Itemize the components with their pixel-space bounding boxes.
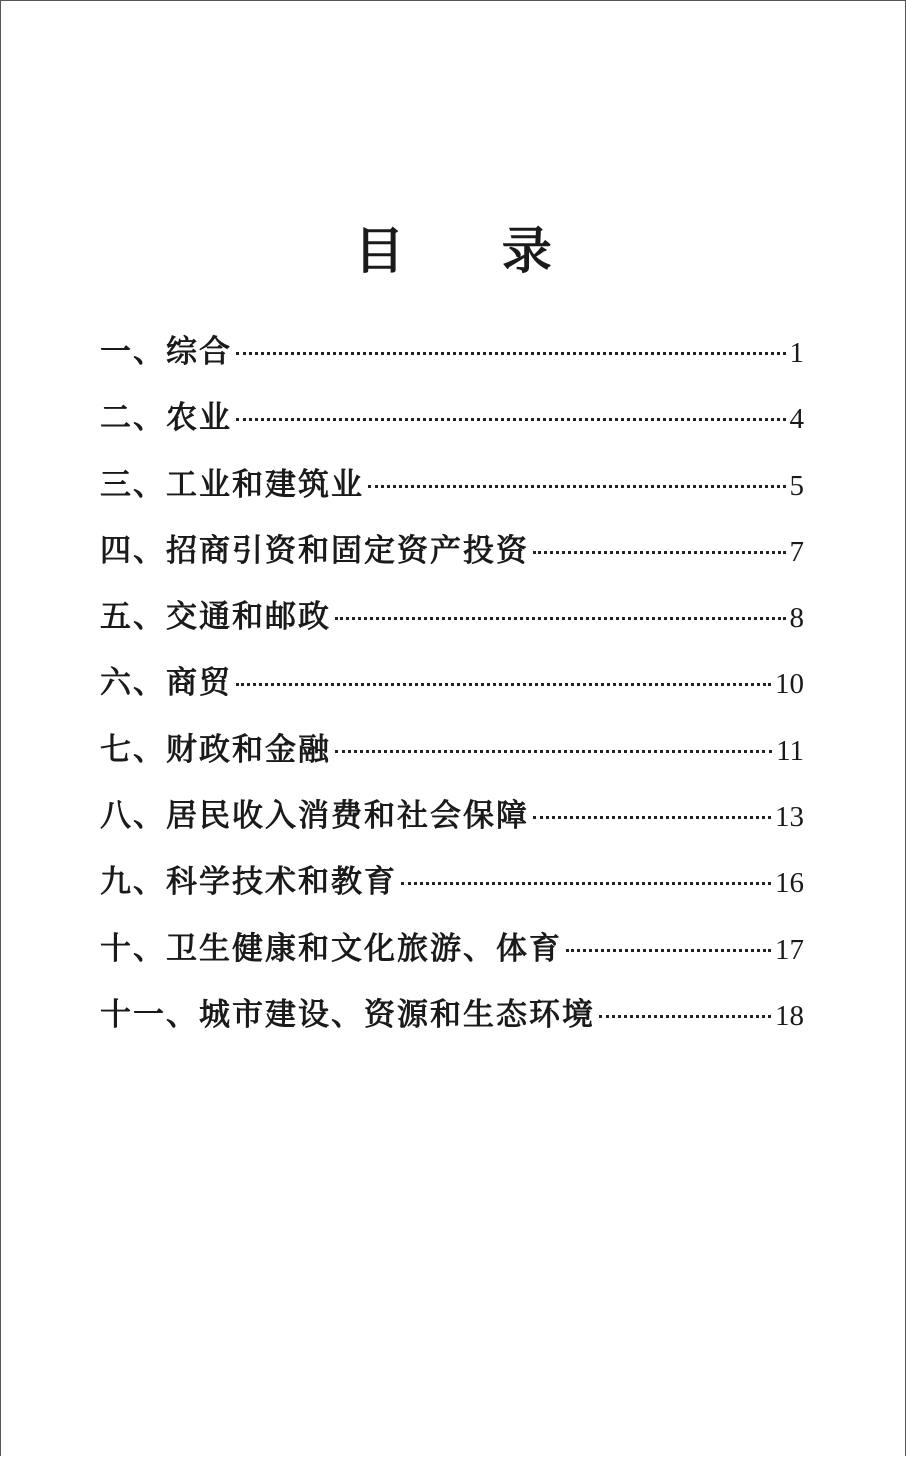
toc-entry-9[interactable] (100, 857, 804, 923)
dot-leader (236, 683, 771, 686)
dot-leader (401, 882, 771, 885)
toc-entry-page-number: 7 (789, 535, 804, 568)
dot-leader (368, 485, 786, 488)
toc-entry-7[interactable] (100, 725, 804, 791)
toc-entry-6[interactable] (100, 658, 804, 724)
table-of-contents (100, 327, 804, 1056)
toc-entry-label: 五、交通和邮政 (100, 599, 331, 636)
toc-entry-label: 六、商贸 (100, 665, 232, 702)
toc-entry-page-number: 1 (789, 337, 804, 369)
dot-leader (533, 816, 771, 819)
toc-entry-8[interactable] (100, 791, 804, 857)
toc-entry-label: 一、综合 (100, 334, 232, 370)
toc-entry-label: 七、财政和金融 (100, 731, 331, 768)
toc-entry-page-number: 13 (775, 801, 804, 834)
toc-entry-page-number: 5 (789, 469, 804, 502)
toc-entry-4[interactable] (100, 526, 804, 592)
toc-entry-label: 九、科学技术和教育 (100, 864, 397, 901)
dot-leader (599, 1015, 771, 1018)
page-title: 目 录 (354, 222, 592, 280)
toc-entry-label: 十、卫生健康和文化旅游、体育 (100, 930, 562, 967)
toc-entry-page-number: 17 (775, 933, 804, 966)
dot-leader (335, 617, 786, 620)
toc-entry-10[interactable] (100, 924, 804, 990)
toc-entry-label: 四、招商引资和固定资产投资 (100, 532, 529, 569)
dot-leader (335, 750, 772, 753)
toc-entry-5[interactable] (100, 592, 804, 658)
toc-entry-label: 三、工业和建筑业 (100, 466, 364, 503)
dot-leader (566, 949, 771, 952)
toc-entry-page-number: 8 (789, 602, 804, 635)
toc-entry-11[interactable] (100, 990, 804, 1056)
dot-leader (236, 418, 786, 421)
toc-entry-3[interactable] (100, 460, 804, 526)
toc-entry-page-number: 16 (775, 867, 804, 900)
dot-leader (236, 352, 786, 355)
toc-entry-label: 八、居民收入消费和社会保障 (100, 798, 529, 835)
toc-entry-2[interactable] (100, 393, 804, 459)
toc-entry-page-number: 10 (775, 668, 804, 701)
toc-entry-page-number: 4 (789, 403, 804, 436)
toc-entry-label: 二、农业 (100, 400, 232, 437)
dot-leader (533, 551, 786, 554)
toc-entry-1[interactable] (100, 327, 804, 393)
toc-entry-page-number: 11 (776, 734, 804, 767)
toc-entry-page-number: 18 (775, 999, 804, 1032)
toc-entry-label: 十一、城市建设、资源和生态环境 (100, 996, 595, 1033)
